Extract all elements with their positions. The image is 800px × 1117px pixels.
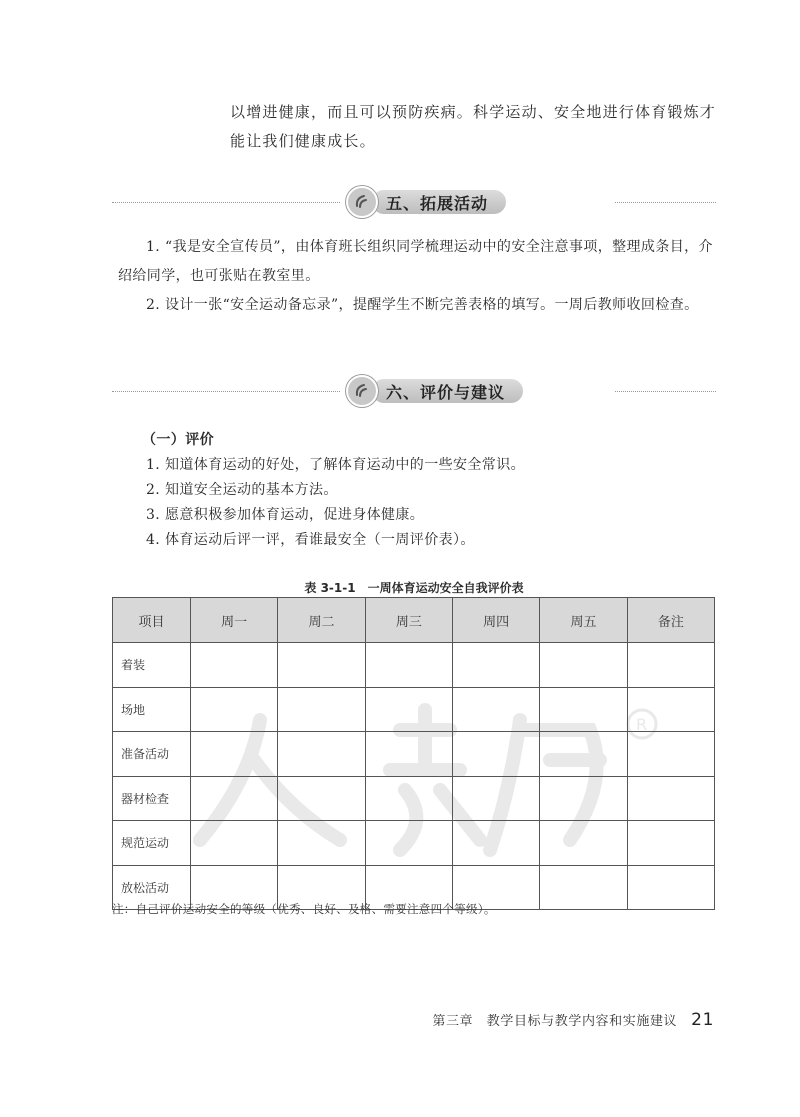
section-heading-extension [112, 189, 716, 215]
table-row [113, 643, 715, 688]
empty-cell [540, 776, 627, 821]
empty-cell [191, 821, 278, 866]
intro-paragraph [230, 98, 730, 156]
section-title: 五、拓展活动 [372, 190, 506, 214]
weekly-safety-evaluation-table [112, 597, 715, 910]
row-label: 放松活动 [113, 865, 191, 910]
evaluation-list [118, 428, 718, 553]
section-badge [340, 189, 614, 215]
empty-cell [278, 732, 365, 777]
empty-cell [540, 732, 627, 777]
empty-cell [365, 687, 452, 732]
empty-cell [278, 821, 365, 866]
chapter-running-head: 第三章 教学目标与教学内容和实施建议 [432, 1014, 678, 1029]
empty-cell [627, 643, 714, 688]
empty-cell [452, 821, 539, 866]
intro-line: 以增进健康，而且可以预防疾病。科学运动、安全地进行体育锻炼才 [230, 103, 717, 121]
section-badge [340, 378, 614, 404]
empty-cell [191, 687, 278, 732]
evaluation-item: 4. 体育运动后评一评，看谁最安全（一周评价表）。 [146, 532, 475, 548]
column-header: 周一 [191, 598, 278, 643]
evaluation-subheading: （一）评价 [142, 432, 214, 448]
empty-cell [627, 776, 714, 821]
empty-cell [627, 821, 714, 866]
column-header: 周五 [540, 598, 627, 643]
empty-cell [191, 732, 278, 777]
empty-cell [627, 732, 714, 777]
empty-cell [365, 776, 452, 821]
empty-cell [452, 687, 539, 732]
empty-cell [191, 643, 278, 688]
column-header: 周三 [365, 598, 452, 643]
evaluation-item: 3. 愿意积极参加体育运动，促进身体健康。 [146, 507, 425, 523]
empty-cell [627, 687, 714, 732]
empty-cell [191, 776, 278, 821]
empty-cell [278, 776, 365, 821]
empty-cell [540, 821, 627, 866]
table-row [113, 732, 715, 777]
table-row [113, 821, 715, 866]
column-header: 周四 [452, 598, 539, 643]
empty-cell [365, 643, 452, 688]
extension-item: 1. “我是安全宣传员”，由体育班长组织同学梳理运动中的安全注意事项，整理成条目，介绍给同学，也可张贴在教室里。 [118, 239, 713, 284]
empty-cell [452, 643, 539, 688]
svg-text:R: R [636, 715, 648, 734]
column-header: 备注 [627, 598, 714, 643]
column-header: 项目 [113, 598, 191, 643]
column-header: 周二 [278, 598, 365, 643]
table-row [113, 776, 715, 821]
evaluation-item: 1. 知道体育运动的好处，了解体育运动中的一些安全常识。 [146, 457, 526, 473]
evaluation-item: 2. 知道安全运动的基本方法。 [146, 482, 338, 498]
section-logo-icon [346, 186, 378, 218]
row-label: 场地 [113, 687, 191, 732]
table-caption: 表 3-1-1 一周体育运动安全自我评价表 [304, 581, 524, 595]
extension-item: 2. 设计一张“安全运动备忘录”，提醒学生不断完善表格的填写。一周后教师收回检查。 [146, 297, 699, 313]
table-note: 注：自己评价运动安全的等级（优秀、良好、及格、需要注意四个等级）。 [112, 902, 496, 916]
row-label: 器材检查 [113, 776, 191, 821]
page-footer [432, 1010, 714, 1030]
section-heading-evaluation [112, 378, 716, 404]
empty-cell [278, 687, 365, 732]
row-label: 准备活动 [113, 732, 191, 777]
table-row [113, 687, 715, 732]
empty-cell [278, 643, 365, 688]
extension-activities [118, 233, 718, 320]
page-number: 21 [691, 1010, 714, 1030]
table-header-row [113, 598, 715, 643]
intro-line: 能让我们健康成长。 [230, 132, 376, 150]
empty-cell [365, 821, 452, 866]
empty-cell [540, 643, 627, 688]
empty-cell [452, 732, 539, 777]
empty-cell [540, 687, 627, 732]
empty-cell [365, 732, 452, 777]
section-title: 六、评价与建议 [372, 379, 523, 403]
row-label: 着装 [113, 643, 191, 688]
row-label: 规范运动 [113, 821, 191, 866]
empty-cell [452, 776, 539, 821]
section-logo-icon [346, 375, 378, 407]
